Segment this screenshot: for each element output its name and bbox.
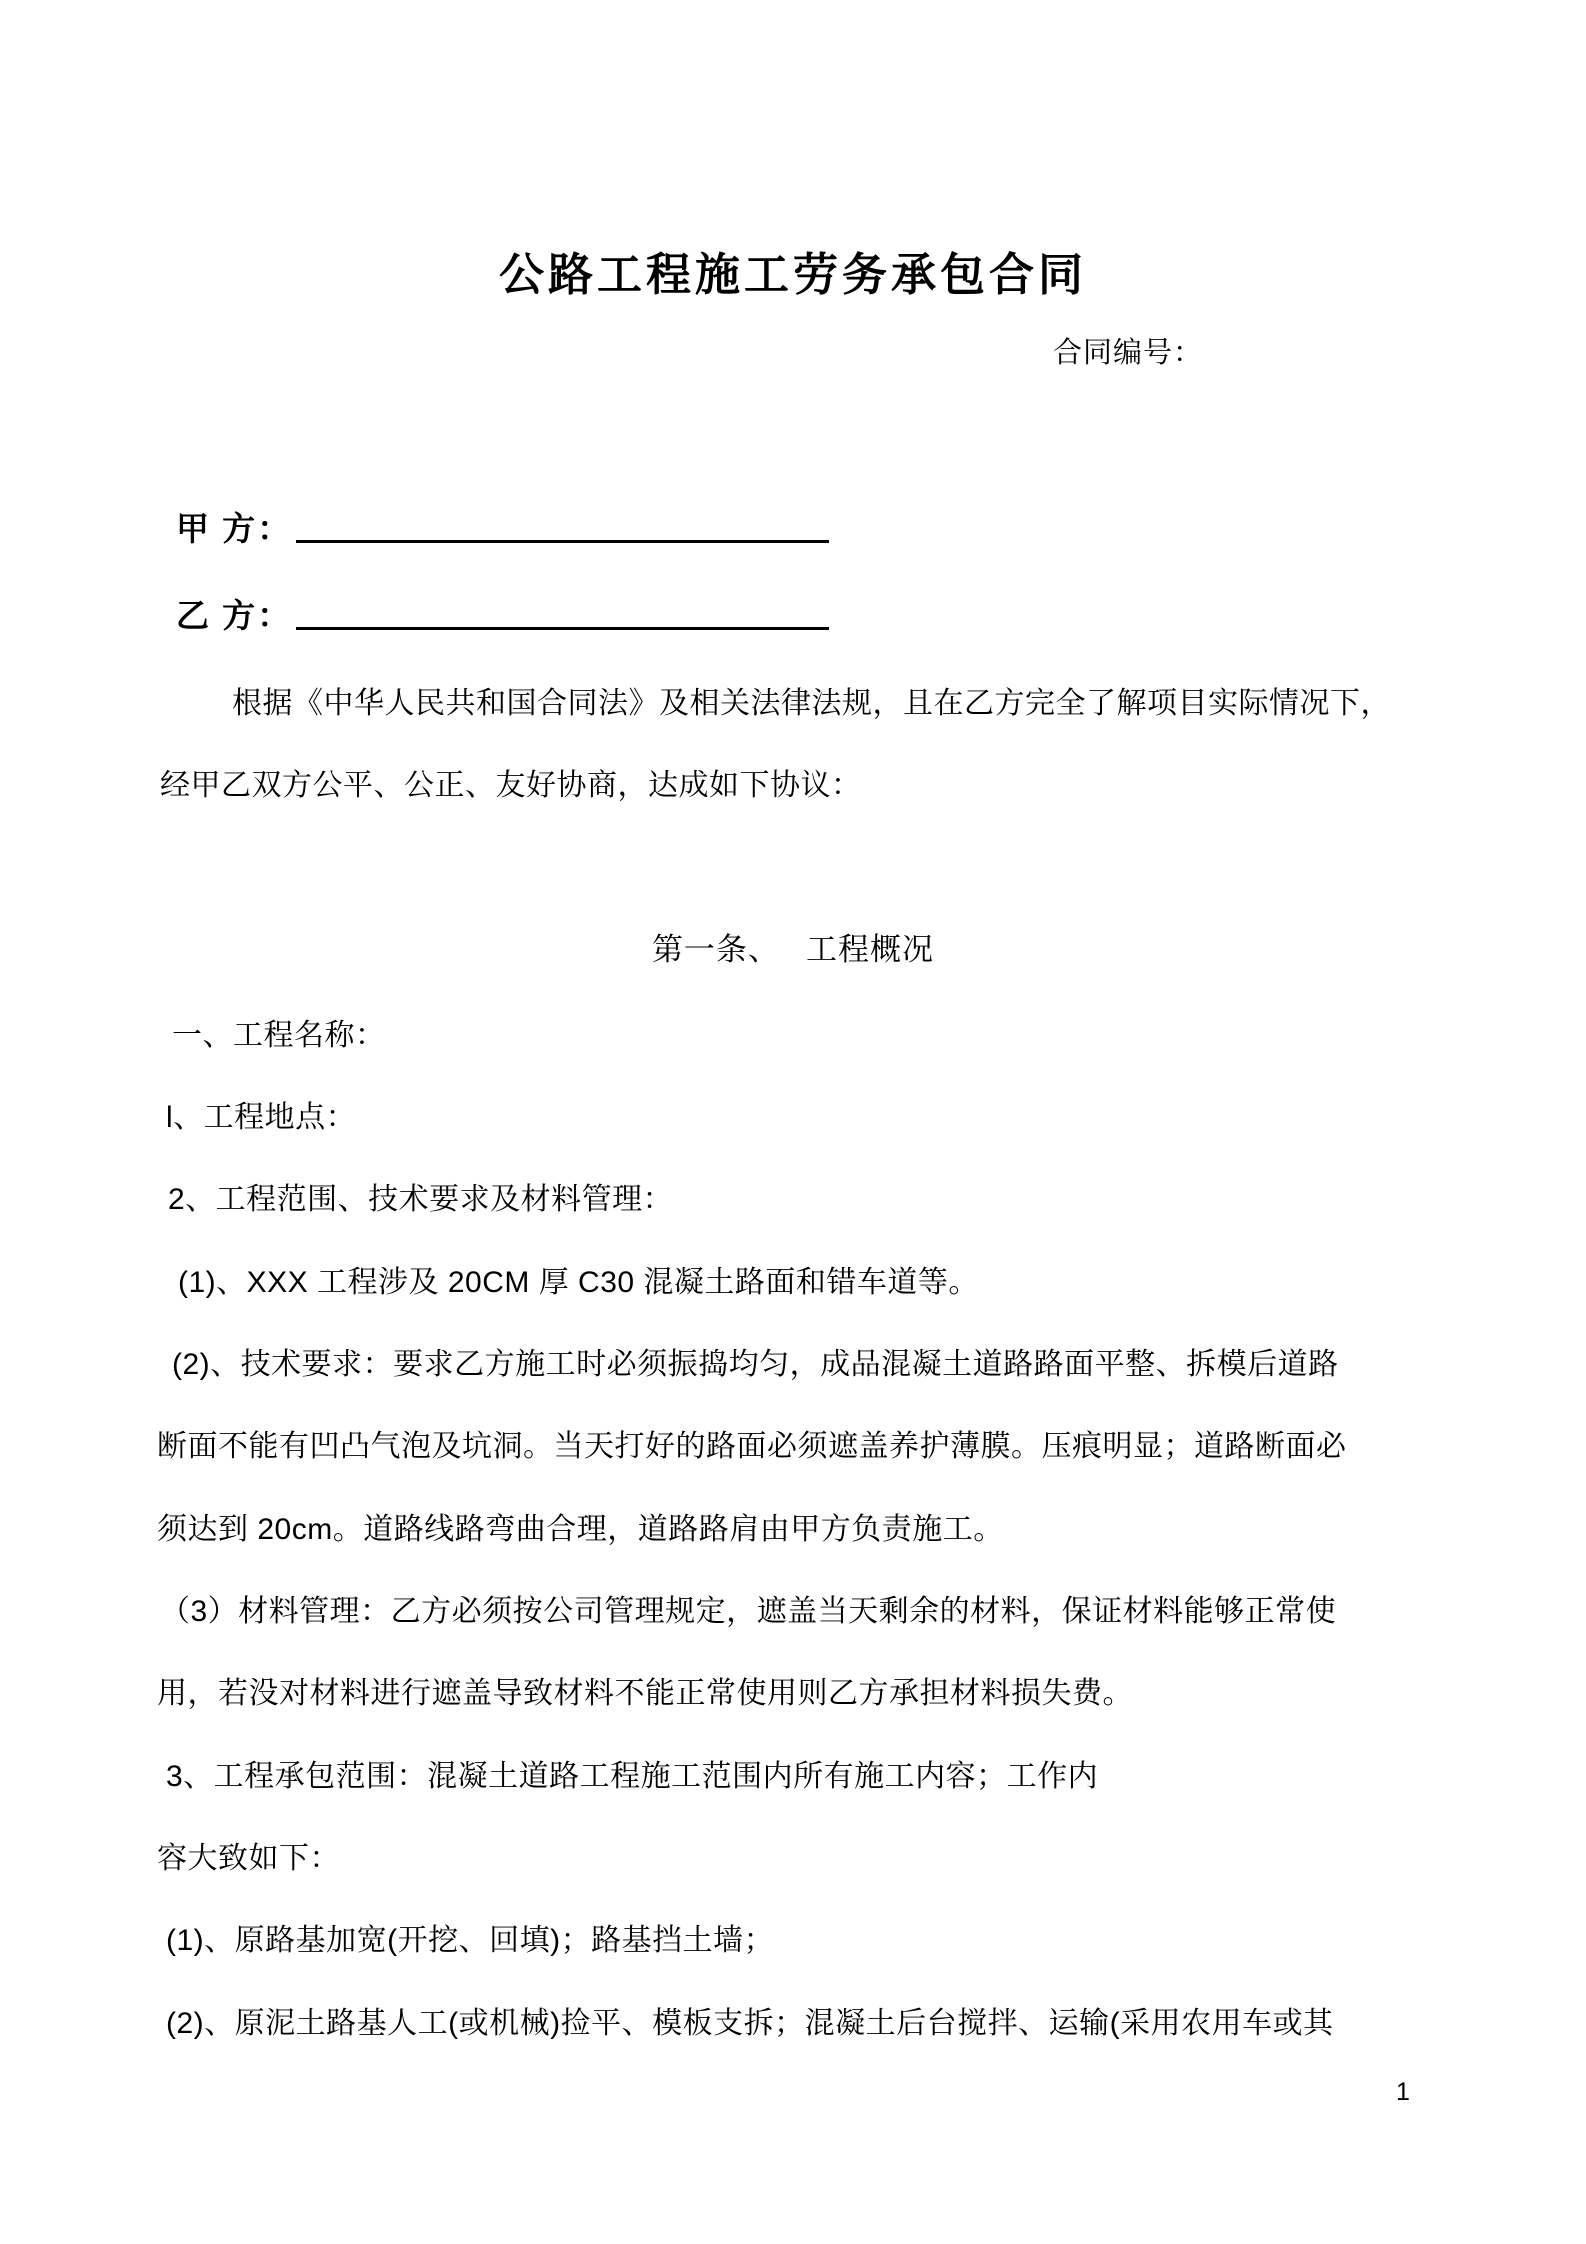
contract-number-label: 合同编号： (1053, 337, 1204, 369)
section-1-heading: 第一条、 工程概况 (651, 932, 935, 967)
body-line-contract-scope-cont: 容大致如下： (157, 1842, 340, 1875)
body-line-item-2: (2)、技术要求：要求乙方施工时必须振捣均匀，成品混凝土道路路面平整、拆模后道路 (172, 1348, 1339, 1381)
intro-line: 根据《中华人民共和国合同法》及相关法律法规，且在乙方完全了解项目实际情况下， (232, 687, 1391, 720)
party-a-blank (296, 507, 829, 543)
body-line-scope-heading: 2、工程范围、技术要求及材料管理： (168, 1183, 674, 1216)
body-line-work-item-2: (2)、原泥土路基人工(或机械)捡平、模板支拆；混凝土后台搅拌、运输(采用农用车或其 (166, 2007, 1334, 2040)
body-line-project-location: l、工程地点： (166, 1101, 357, 1134)
body-line-project-name: 一、工程名称： (172, 1019, 386, 1052)
page-number: 1 (1396, 2078, 1410, 2106)
party-b-row (176, 590, 829, 637)
party-a-row (176, 503, 829, 550)
party-b-blank (296, 594, 829, 630)
body-line-item-1: (1)、XXX 工程涉及 20CM 厚 C30 混凝土路面和错车道等。 (178, 1266, 979, 1299)
body-line-item-3-cont: 用，若没对材料进行遮盖导致材料不能正常使用则乙方承担材料损失费。 (157, 1677, 1133, 1710)
body-line-item-3: （3）材料管理：乙方必须按公司管理规定，遮盖当天剩余的材料，保证材料能够正常使 (160, 1595, 1337, 1628)
intro-line: 经甲乙双方公平、公正、友好协商，达成如下协议： (160, 769, 862, 802)
body-line-contract-scope: 3、工程承包范围：混凝土道路工程施工范围内所有施工内容；工作内 (166, 1760, 1099, 1793)
body-line-item-2-cont: 断面不能有凹凸气泡及坑洞。当天打好的路面必须遮盖养护薄膜。压痕明显；道路断面必 (157, 1430, 1347, 1463)
party-a-label: 甲 方： (176, 510, 293, 547)
body-line-item-2-cont: 须达到 20cm。道路线路弯曲合理，道路路肩由甲方负责施工。 (157, 1513, 1004, 1546)
party-b-label: 乙 方： (176, 597, 293, 634)
document-title: 公路工程施工劳务承包合同 (498, 249, 1087, 300)
body-line-work-item-1: (1)、原路基加宽(开挖、回填)；路基挡土墙； (166, 1924, 775, 1957)
